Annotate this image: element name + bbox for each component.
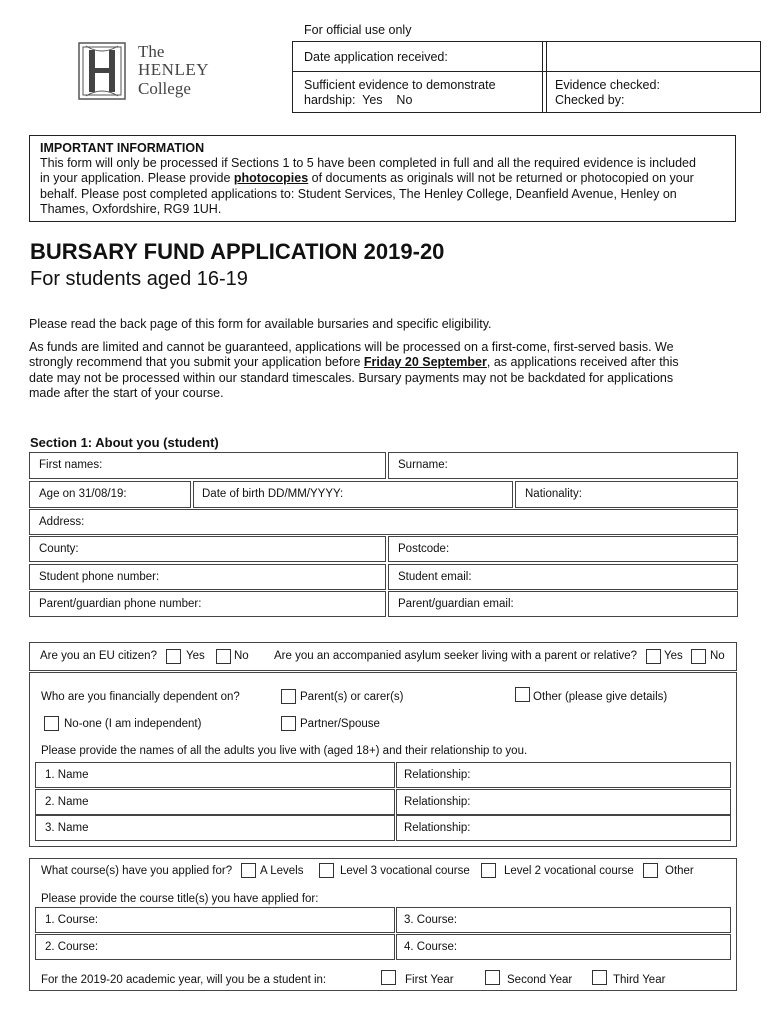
other-course-label: Other <box>665 865 694 877</box>
first-names-label: First names: <box>39 459 103 471</box>
alevels-checkbox[interactable] <box>241 863 256 878</box>
adult-3-name-field[interactable] <box>35 815 395 841</box>
adult-1-name-label: 1. Name <box>45 769 89 781</box>
adult-3-rel-label: Relationship: <box>404 822 471 834</box>
form-title: BURSARY FUND APPLICATION 2019-20 <box>30 239 445 264</box>
nationality-field[interactable] <box>515 481 738 508</box>
noone-checkbox[interactable] <box>44 716 59 731</box>
year-question: For the 2019-20 academic year, will you be a student in: <box>41 974 327 986</box>
course-2-label: 2. Course: <box>45 941 99 953</box>
partner-checkbox[interactable] <box>281 716 296 731</box>
course-4-field[interactable] <box>396 934 731 960</box>
important-line2 <box>40 171 694 185</box>
postcode-field[interactable] <box>388 536 738 562</box>
important-line2-c: of documents as originals will not be returned or photocopied on your <box>308 171 694 185</box>
official-use-table <box>292 41 761 113</box>
checked-line1[interactable]: Evidence checked: <box>555 78 660 92</box>
course-3-label: 3. Course: <box>404 914 458 926</box>
dependent-question: Who are you financially dependent on? <box>41 691 240 703</box>
first-year-checkbox[interactable] <box>381 970 396 985</box>
level2-label: Level 2 vocational course <box>504 865 634 877</box>
checked-line2[interactable]: Checked by: <box>555 93 625 107</box>
asylum-no-label: No <box>710 650 725 662</box>
level2-checkbox[interactable] <box>481 863 496 878</box>
logo-the: The <box>138 42 165 61</box>
intro-p2-l2a: strongly recommend that you submit your application before <box>29 355 364 369</box>
age-label: Age on 31/08/19: <box>39 488 127 500</box>
phone-label: Student phone number: <box>39 571 160 583</box>
first-year-label: First Year <box>405 974 454 986</box>
second-year-label: Second Year <box>507 974 573 986</box>
eu-no-checkbox[interactable] <box>216 649 231 664</box>
other-dependent-checkbox[interactable] <box>515 687 530 702</box>
course-1-field[interactable] <box>35 907 395 933</box>
asylum-no-checkbox[interactable] <box>691 649 706 664</box>
alevels-label: A Levels <box>260 865 304 877</box>
course-question: What course(s) have you applied for? <box>41 865 233 877</box>
third-year-label: Third Year <box>613 974 666 986</box>
address-field[interactable] <box>29 509 738 535</box>
important-line2-a: in your application. Please provide <box>40 171 234 185</box>
county-field[interactable] <box>29 536 386 562</box>
adult-2-rel-label: Relationship: <box>404 796 471 808</box>
adult-2-name-field[interactable] <box>35 789 395 815</box>
dob-field[interactable] <box>193 481 513 508</box>
logo-henley: HENLEY <box>138 60 209 79</box>
titles-prompt: Please provide the course title(s) you have applied for: <box>41 893 319 905</box>
asylum-question: Are you an accompanied asylum seeker living with a parent or relative? <box>274 650 638 662</box>
parents-checkbox[interactable] <box>281 689 296 704</box>
email-field[interactable] <box>388 564 738 590</box>
third-year-checkbox[interactable] <box>592 970 607 985</box>
adult-1-name-field[interactable] <box>35 762 395 788</box>
dob-label: Date of birth DD/MM/YYYY: <box>202 488 344 500</box>
phone-field[interactable] <box>29 564 386 590</box>
eu-no-label: No <box>234 650 249 662</box>
surname-label: Surname: <box>398 459 448 471</box>
parent-email-label: Parent/guardian email: <box>398 598 514 610</box>
first-names-field[interactable] <box>29 452 386 479</box>
adult-2-name-label: 2. Name <box>45 796 89 808</box>
intro-p1: Please read the back page of this form for available bursaries and specific eligibility. <box>29 317 492 331</box>
noone-label: No-one (I am independent) <box>64 718 202 730</box>
course-1-label: 1. Course: <box>45 914 99 926</box>
other-course-checkbox[interactable] <box>643 863 658 878</box>
course-2-field[interactable] <box>35 934 395 960</box>
parent-phone-field[interactable] <box>29 591 386 617</box>
eu-yes-label: Yes <box>186 650 205 662</box>
photocopies-text: photocopies <box>233 171 309 185</box>
official-use-heading: For official use only <box>304 23 412 37</box>
important-line3: behalf. Please post completed applications to: Student Services, The Henley College, Deanfield Avenue, Henley on <box>40 187 677 201</box>
asylum-yes-checkbox[interactable] <box>646 649 661 664</box>
parent-email-field[interactable] <box>388 591 738 617</box>
county-label: County: <box>39 543 79 555</box>
intro-p2-l3: date may not be processed within our standard timescales. Bursary payments may not be backdated for applications <box>29 371 674 385</box>
date-received-field[interactable]: Date application received: <box>304 50 448 64</box>
course-3-field[interactable] <box>396 907 731 933</box>
section1-heading: Section 1: About you (student) <box>30 435 219 450</box>
adults-prompt: Please provide the names of all the adults you live with (aged 18+) and their relationship to you. <box>41 745 528 757</box>
intro-p2-l1: As funds are limited and cannot be guaranteed, applications will be processed on a first-come, first-served basis. We <box>29 340 674 354</box>
deadline-text: Friday 20 September <box>363 355 487 369</box>
eu-row <box>29 642 737 671</box>
logo-college: College <box>138 79 191 98</box>
important-heading: IMPORTANT INFORMATION <box>40 141 205 155</box>
partner-label: Partner/Spouse <box>300 718 380 730</box>
level3-checkbox[interactable] <box>319 863 334 878</box>
important-line4: Thames, Oxfordshire, RG9 1UH. <box>40 202 222 216</box>
intro-p2-l2 <box>29 355 679 369</box>
intro-p2-l2c: , as applications received after this <box>486 355 679 369</box>
age-field[interactable] <box>29 481 191 508</box>
adult-1-rel-field[interactable] <box>396 762 731 788</box>
postcode-label: Postcode: <box>398 543 450 555</box>
adult-1-rel-label: Relationship: <box>404 769 471 781</box>
level3-label: Level 3 vocational course <box>340 865 470 877</box>
parent-phone-label: Parent/guardian phone number: <box>39 598 202 610</box>
eu-yes-checkbox[interactable] <box>166 649 181 664</box>
second-year-checkbox[interactable] <box>485 970 500 985</box>
address-label: Address: <box>39 516 85 528</box>
surname-field[interactable] <box>388 452 738 479</box>
eu-question: Are you an EU citizen? <box>40 650 157 662</box>
college-logo <box>78 42 218 102</box>
evidence-line1: Sufficient evidence to demonstrate <box>304 78 496 92</box>
logo-monogram-icon <box>78 42 126 100</box>
nationality-label: Nationality: <box>525 488 582 500</box>
form-subtitle: For students aged 16-19 <box>30 268 248 290</box>
important-info-box <box>29 135 736 222</box>
adult-2-rel-field[interactable] <box>396 789 731 815</box>
email-label: Student email: <box>398 571 472 583</box>
adult-3-rel-field[interactable] <box>396 815 731 841</box>
asylum-yes-label: Yes <box>664 650 683 662</box>
intro-p2-l4: made after the start of your course. <box>29 386 224 400</box>
evidence-line2[interactable]: hardship: Yes No <box>304 93 413 107</box>
important-line1: This form will only be processed if Sections 1 to 5 have been completed in full and all the required evidence is included <box>40 156 696 170</box>
other-dependent-label: Other (please give details) <box>533 691 668 703</box>
parents-label: Parent(s) or carer(s) <box>300 691 404 703</box>
course-4-label: 4. Course: <box>404 941 458 953</box>
adult-3-name-label: 3. Name <box>45 822 89 834</box>
